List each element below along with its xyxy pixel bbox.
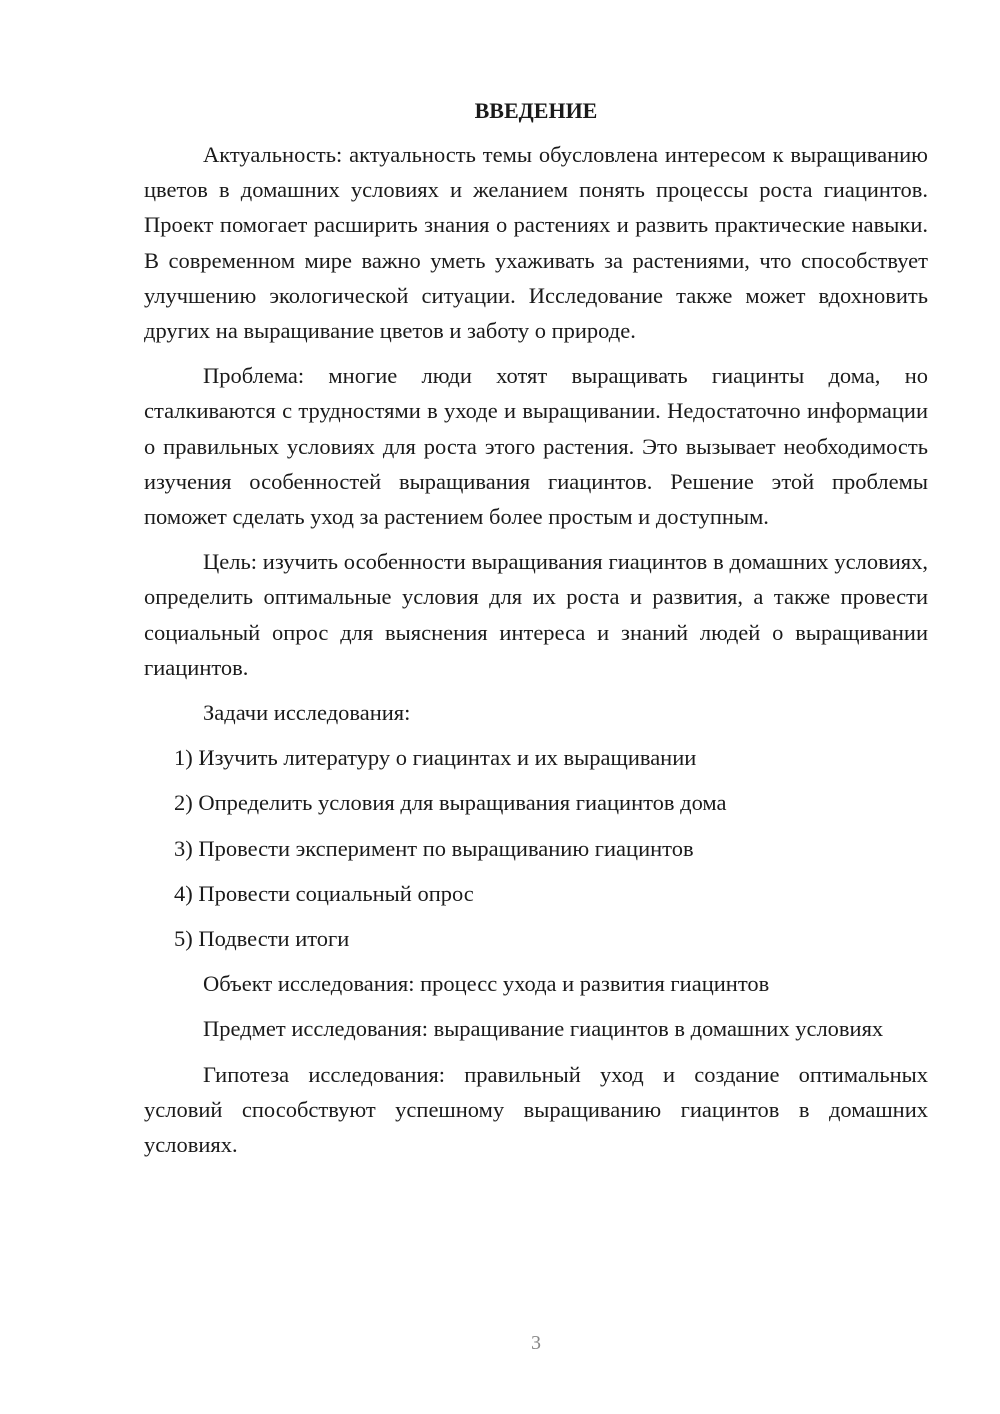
subject-paragraph: Предмет исследования: выращивание гиацинтов в домашних условиях xyxy=(203,1016,884,1042)
document-page xyxy=(144,96,928,1172)
task-item: 2) Определить условия для выращивания гиацинтов дома xyxy=(174,790,727,816)
problem-paragraph: Проблема: многие люди хотят выращивать гиацинты дома, но сталкиваются с трудностями в уходе и выращивании. Недостаточно информации о правильных условиях для роста этого растения. Это вызывает необходимость изучения особенностей выращивания гиацинтов. Решение этой проблемы поможет сделать уход за растением более простым и доступным. xyxy=(144,363,928,530)
page-number: 3 xyxy=(531,1332,541,1354)
task-item: 3) Провести эксперимент по выращиванию гиацинтов xyxy=(174,835,694,861)
tasks-label: Задачи исследования: xyxy=(203,700,411,726)
hypothesis-paragraph: Гипотеза исследования: правильный уход и создание оптимальных условий способствуют успешному выращиванию гиацинтов в домашних условиях. xyxy=(144,1061,928,1158)
task-item: 1) Изучить литературу о гиацинтах и их выращивании xyxy=(174,745,697,771)
relevance-paragraph: Актуальность: актуальность темы обусловлена интересом к выращиванию цветов в домашних условиях и желанием понять процессы роста гиацинтов. Проект помогает расширить знания о растениях и развить практические навыки. В современном мире важно уметь ухаживать за растениями, что способствует улучшению экологической ситуации. Исследование также может вдохновить других на выращивание цветов и заботу о природе. xyxy=(144,142,928,344)
object-paragraph: Объект исследования: процесс ухода и развития гиацинтов xyxy=(203,971,770,997)
task-item: 4) Провести социальный опрос xyxy=(174,880,474,906)
tasks-list xyxy=(144,740,928,956)
section-heading: ВВЕДЕНИЕ xyxy=(474,98,598,123)
goal-paragraph: Цель: изучить особенности выращивания гиацинтов в домашних условиях, определить оптимальные условия для их роста и развития, а также провести социальный опрос для выяснения интереса и знаний людей о выращивании гиацинтов. xyxy=(144,549,928,680)
task-item: 5) Подвести итоги xyxy=(174,926,350,952)
